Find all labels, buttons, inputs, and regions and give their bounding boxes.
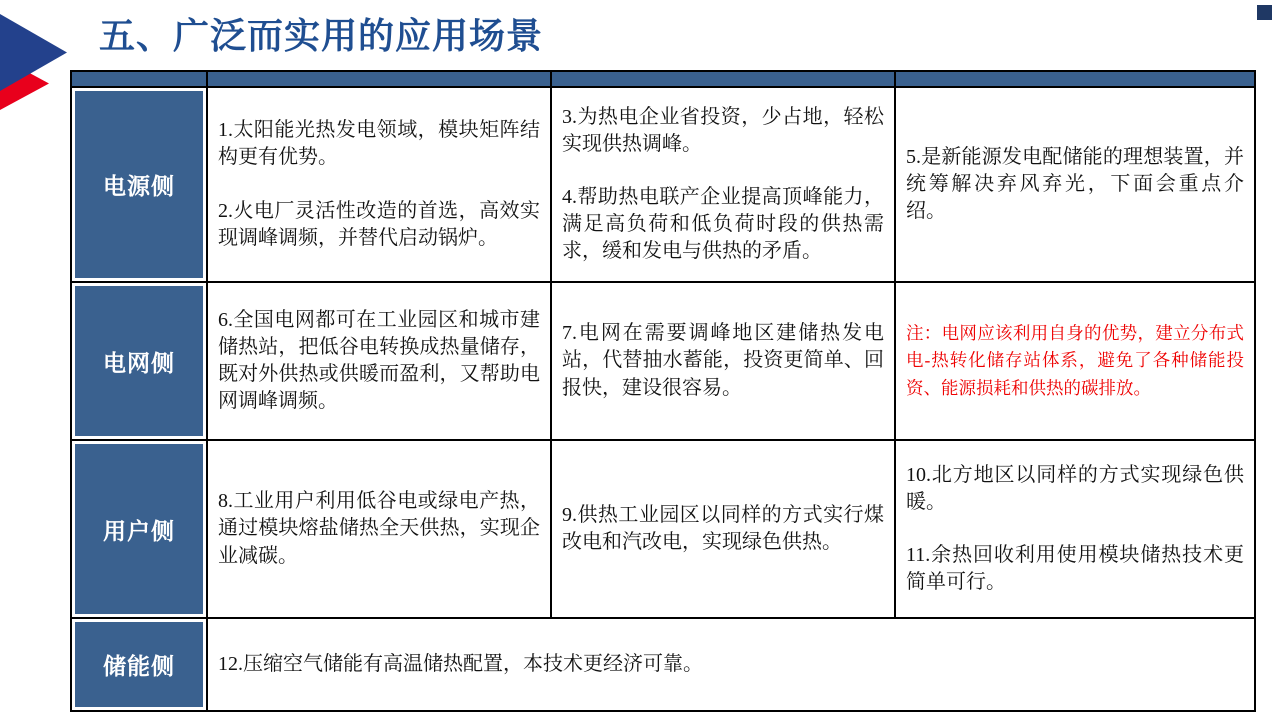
- page-title: 五、广泛而实用的应用场景: [99, 16, 544, 56]
- row-label-cell: [72, 88, 208, 283]
- cell-paragraph: 3.为热电企业省投资，少占地，轻松实现供热调峰。: [562, 105, 884, 155]
- table-cell-merged: [208, 619, 1254, 710]
- header-cell: [552, 72, 896, 88]
- header-cell: [72, 72, 208, 88]
- table-row-power-source: [72, 88, 1254, 283]
- table-cell: [208, 88, 552, 283]
- cell-paragraph: 5.是新能源发电配储能的理想装置，并统筹解决弃风弃光，下面会重点介绍。: [906, 145, 1244, 223]
- row-label-cell: [72, 441, 208, 619]
- table-row-user-side: [72, 441, 1254, 619]
- note-text: 注：电网应该利用自身的优势，建立分布式电-热转化储存站体系，避免了各种储能投资、能源损耗和供热的碳排放。: [906, 323, 1244, 398]
- row-label: 电网侧: [75, 286, 203, 436]
- corner-decoration: [1257, 5, 1272, 20]
- row-label: 储能侧: [75, 622, 203, 707]
- table-cell: [208, 441, 552, 619]
- row-label: 用户侧: [75, 444, 203, 614]
- row-label-cell: [72, 283, 208, 441]
- header-cell: [208, 72, 552, 88]
- cell-paragraph: 1.太阳能光热发电领域，模块矩阵结构更有优势。: [218, 119, 540, 169]
- cell-paragraph: 2.火电厂灵活性改造的首选，高效实现调峰调频，并替代启动锅炉。: [218, 199, 540, 249]
- table-cell: [552, 88, 896, 283]
- table-header-row: [72, 72, 1254, 88]
- cell-paragraph: 8.工业用户利用低谷电或绿电产热，通过模块熔盐储热全天供热，实现企业减碳。: [218, 490, 540, 567]
- cell-paragraph: 6.全国电网都可在工业园区和城市建储热站，把低谷电转换成热量储存，既对外供热或供暖而盈利，又帮助电网调峰调频。: [218, 308, 540, 413]
- cell-paragraph: 12.压缩空气储能有高温储热配置，本技术更经济可靠。: [218, 652, 703, 675]
- table-cell: [552, 441, 896, 619]
- table-cell-note: [896, 283, 1254, 441]
- cell-paragraph: 4.帮助热电联产企业提高顶峰能力，满足高负荷和低负荷时段的供热需求，缓和发电与供热的矛盾。: [562, 185, 884, 263]
- table-cell: [896, 88, 1254, 283]
- cell-paragraph: 9.供热工业园区以同样的方式实行煤改电和汽改电，实现绿色供热。: [562, 503, 884, 553]
- table-cell: [552, 283, 896, 441]
- header-cell: [896, 72, 1254, 88]
- cell-paragraph: 7.电网在需要调峰地区建储热发电站，代替抽水蓄能，投资更简单、回报快，建设很容易。: [562, 322, 884, 399]
- table-cell: [896, 441, 1254, 619]
- cell-paragraph: 11.余热回收利用使用模块储热技术更简单可行。: [906, 544, 1244, 594]
- table-row-grid-side: [72, 283, 1254, 441]
- row-label-cell: [72, 619, 208, 710]
- application-scenarios-table: [70, 70, 1256, 712]
- table-cell: [208, 283, 552, 441]
- row-label: 电源侧: [75, 91, 203, 278]
- cell-paragraph: 10.北方地区以同样的方式实现绿色供暖。: [906, 463, 1244, 513]
- table-row-storage-side: [72, 619, 1254, 710]
